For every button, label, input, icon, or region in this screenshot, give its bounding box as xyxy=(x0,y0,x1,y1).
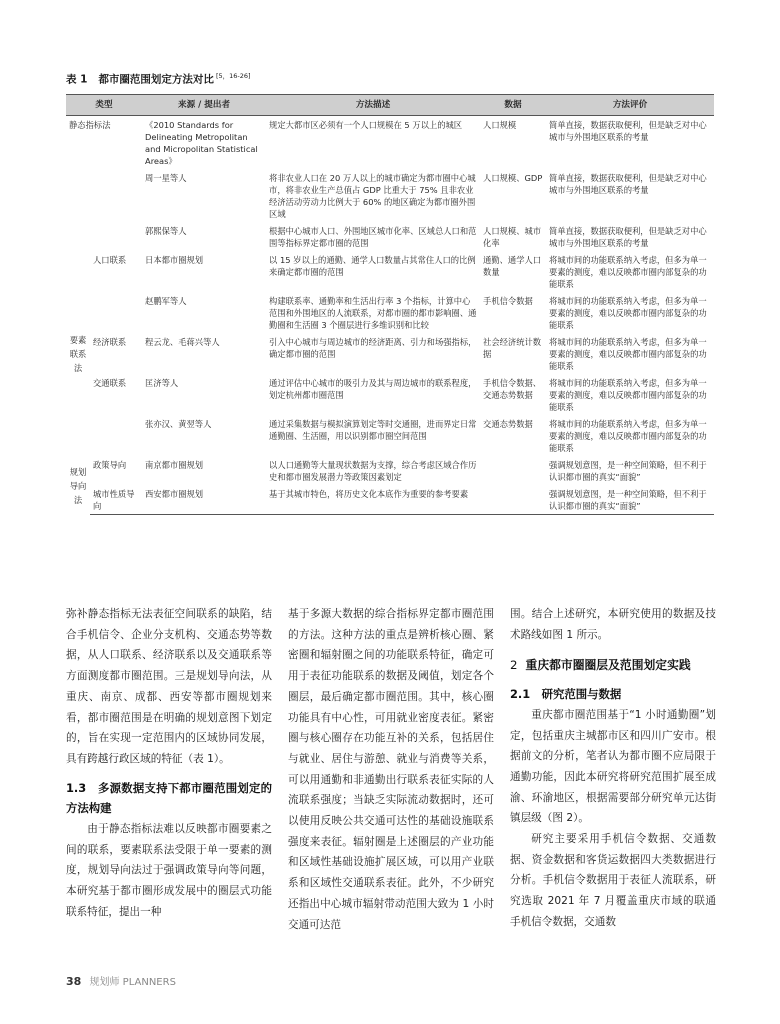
cell-source: 赵鹏军等人 xyxy=(145,296,187,306)
text-column-2 xyxy=(288,604,494,935)
section-number: 2 xyxy=(510,658,518,673)
paragraph: 弥补静态指标无法表征空间联系的缺陷，结合手机信令、企业分支机构、交通态势等数据，从人口联系、经济联系以及交通联系等方面测度都市圈范围。三是规划导向法，从重庆、南京、成都、西安等都市圈规划来看，都市圈范围是在明确的规划意图下划定的，旨在实现一定范围内的区域协同发展，具有跨越行政区域的特征（表 1）。 xyxy=(66,608,272,765)
table-header-row xyxy=(66,95,714,116)
cell-eval: 将城市间的功能联系纳入考虑，但多为单一要素的测度，难以反映都市圈内部复杂的功能联系 xyxy=(549,255,707,289)
cell-eval: 强调规划意图，是一种空间策略，但不利于认识都市圈的真实“面貌” xyxy=(549,460,707,482)
subtype-transport: 交通联系 xyxy=(93,378,127,388)
cell-source: 张亦汉、黄翌等人 xyxy=(145,419,212,429)
cell-source: 日本都市圈规划 xyxy=(145,255,204,265)
cell-method: 基于其城市特色，将历史文化本底作为重要的参考要素 xyxy=(266,485,480,515)
section-heading-1-3: 1.3 多源数据支持下都市圈范围划定的方法构建 xyxy=(66,780,272,816)
paragraph: 研究主要采用手机信令数据、交通数据、资金数据和客货运数据四大类数据进行分析。手机信令数据用于表征人流联系，研究选取 2021 年 7 月覆盖重庆市域的联通手机信令数据，交通数 xyxy=(510,833,716,928)
table-row xyxy=(66,251,714,292)
cell-source: 西安都市圈规划 xyxy=(142,485,266,515)
subtype-economic: 经济联系 xyxy=(93,337,127,347)
cell-method: 构建联系率、通勤率和生活出行率 3 个指标，计算中心范围和外围地区的人流联系，对都市圈的都市影响圈、通勤圈和生活圈 3 个圈层进行多维识别和比较 xyxy=(269,296,477,330)
cell-method: 引入中心城市与周边城市的经济距离、引力和场强指标，确定都市圈的范围 xyxy=(269,337,477,359)
table-row xyxy=(66,456,714,485)
subtype-policy: 政策导向 xyxy=(93,460,127,470)
cell-method: 根据中心城市人口、外围地区城市化率、区域总人口和范围等指标界定都市圈的范围 xyxy=(269,226,477,248)
cell-data xyxy=(480,456,546,485)
table-row xyxy=(66,292,714,333)
header-data: 数据 xyxy=(480,95,546,116)
cell-method: 以人口通勤等大量现状数据为支撑，综合考虑区域合作历史和都市圈发展潜力等政策因素划定 xyxy=(269,460,477,482)
text-column-1 xyxy=(66,604,272,923)
text-column-3 xyxy=(510,604,716,933)
subtype-empty xyxy=(90,415,142,456)
cell-data: 手机信令数据 xyxy=(483,296,533,306)
paragraph: 围。结合上述研究，本研究使用的数据及技术路线如图 1 所示。 xyxy=(510,608,716,641)
section-heading-2 xyxy=(510,655,716,676)
page-number: 38 xyxy=(66,975,82,988)
table-caption-label: 表 1 xyxy=(66,73,88,86)
cell-source: 《2010 Standards for Delineating Metropolitan and Micropolitan Statistical Areas》 xyxy=(145,120,258,166)
cell-source: 周一星等人 xyxy=(145,173,187,183)
cell-source: 南京都市圈规划 xyxy=(145,460,204,470)
cell-data: 人口规模、城市化率 xyxy=(483,226,542,248)
page-footer xyxy=(66,973,176,988)
paragraph: 由于静态指标法难以反映都市圈要素之间的联系，要素联系法受限于单一要素的测度，规划导向法过于强调政策导向等问题，本研究基于都市圈形成发展中的圈层式功能联系特征，提出一种 xyxy=(66,823,272,918)
cell-eval: 将城市间的功能联系纳入考虑，但多为单一要素的测度，难以反映都市圈内部复杂的功能联系 xyxy=(549,337,707,371)
subtype-population: 人口联系 xyxy=(93,255,127,265)
table-caption-refs: [5，16-26] xyxy=(215,72,251,80)
table-row xyxy=(66,415,714,456)
cell-method: 通过评估中心城市的吸引力及其与周边城市的联系程度，划定杭州都市圈范围 xyxy=(269,378,477,400)
header-type: 类型 xyxy=(66,95,142,116)
header-eval: 方法评价 xyxy=(546,95,714,116)
comparison-table xyxy=(66,94,714,515)
paragraph: 重庆都市圈范围基于“1 小时通勤圈”划定，包括重庆主城都市区和四川广安市。根据前文的分析，笔者认为都市圈不应局限于通勤功能，因此本研究将研究范围扩展至成渝、环渝地区，根据需要部分研究单元达街镇层级（图 2）。 xyxy=(510,708,716,825)
cell-data: 人口规模 xyxy=(483,120,517,130)
cell-method: 通过采集数据与模拟演算划定等时交通圈，进而界定日常通勤圈、生活圈，用以识别都市圈空间范围 xyxy=(269,419,477,441)
cell-eval: 将城市间的功能联系纳入考虑，但多为单一要素的测度，难以反映都市圈内部复杂的功能联系 xyxy=(549,419,707,453)
paragraph: 基于多源大数据的综合指标界定都市圈范围的方法。这种方法的重点是辨析核心圈、紧密圈和辐射圈之间的功能联系特征，确定可用于表征功能联系的数据及阈值，划定各个圈层，最后确定都市圈范围。其中，核心圈功能具有中心性，可用就业密度表征。紧密圈与核心圈存在功能互补的关系，包括居住与就业、居住与游憩、就业与消费等关系，可以用通勤和非通勤出行联系表征实际的人流联系强度；当缺乏实际流动数据时，还可以使用反映公共交通可达性的基础设施联系强度来表征。辐射圈是上述圈层的产业功能和区域性基础设施扩展区域，可以用产业联系和区域性交通联系表征。此外，不少研究还指出中心城市辐射带动范围大致为 1 小时交通可达范 xyxy=(288,608,494,931)
group-planning: 规划导向法 xyxy=(69,466,87,505)
cell-method: 以 15 岁以上的通勤、通学人口数量占其常住人口的比例来确定都市圈的范围 xyxy=(269,255,476,277)
table-row xyxy=(66,169,714,222)
cell-source: 郭熙保等人 xyxy=(145,226,187,236)
section-title: 重庆都市圈圈层及范围划定实践 xyxy=(525,658,691,673)
cell-data: 人口规模、GDP xyxy=(483,173,543,183)
cell-method: 将非农业人口在 20 万人以上的城市确定为都市圈中心城市，将非农业生产总值占 GDP 比重大于 75% 且非农业经济活动劳动力比例大于 60% 的地区确定为都市圈外围区域 xyxy=(269,173,476,219)
subtype-city-nature: 城市性质导向 xyxy=(90,485,142,515)
table-row xyxy=(66,116,714,170)
cell-eval: 将城市间的功能联系纳入考虑，但多为单一要素的测度，难以反映都市圈内部复杂的功能联系 xyxy=(549,296,707,330)
table-row xyxy=(66,333,714,374)
cell-data: 交通态势数据 xyxy=(483,419,533,429)
cell-source: 程云龙、毛蒋兴等人 xyxy=(145,337,220,347)
journal-name: 规划师 PLANNERS xyxy=(89,977,176,988)
group-static: 静态指标法 xyxy=(69,120,111,130)
table-caption xyxy=(66,71,251,87)
table-row xyxy=(66,374,714,415)
cell-eval: 简单直接，数据获取便利，但是缺乏对中心城市与外围地区联系的考量 xyxy=(549,120,707,142)
group-element: 要素联系法 xyxy=(69,335,87,373)
table-caption-title: 都市圈范围划定方法对比 xyxy=(98,73,214,86)
cell-eval: 简单直接，数据获取便利，但是缺乏对中心城市与外围地区联系的考量 xyxy=(549,226,707,248)
header-method: 方法描述 xyxy=(266,95,480,116)
cell-source: 匡济等人 xyxy=(145,378,179,388)
subtype-empty xyxy=(90,292,142,333)
cell-method: 规定大都市区必须有一个人口规模在 5 万以上的城区 xyxy=(269,120,463,130)
header-source: 来源 / 提出者 xyxy=(142,95,266,116)
section-heading-2-1: 2.1 研究范围与数据 xyxy=(510,687,622,702)
cell-data: 通勤、通学人口数量 xyxy=(483,255,542,277)
cell-eval: 简单直接，数据获取便利，但是缺乏对中心城市与外围地区联系的考量 xyxy=(549,173,707,195)
cell-eval: 将城市间的功能联系纳入考虑，但多为单一要素的测度，难以反映都市圈内部复杂的功能联系 xyxy=(549,378,707,412)
table-row xyxy=(66,485,714,515)
cell-data: 手机信令数据、交通态势数据 xyxy=(483,378,542,400)
cell-data xyxy=(480,485,546,515)
cell-eval: 强调规划意图，是一种空间策略，但不利于认识都市圈的真实“面貌” xyxy=(546,485,714,515)
cell-data: 社会经济统计数据 xyxy=(483,337,542,359)
table-row xyxy=(66,222,714,251)
